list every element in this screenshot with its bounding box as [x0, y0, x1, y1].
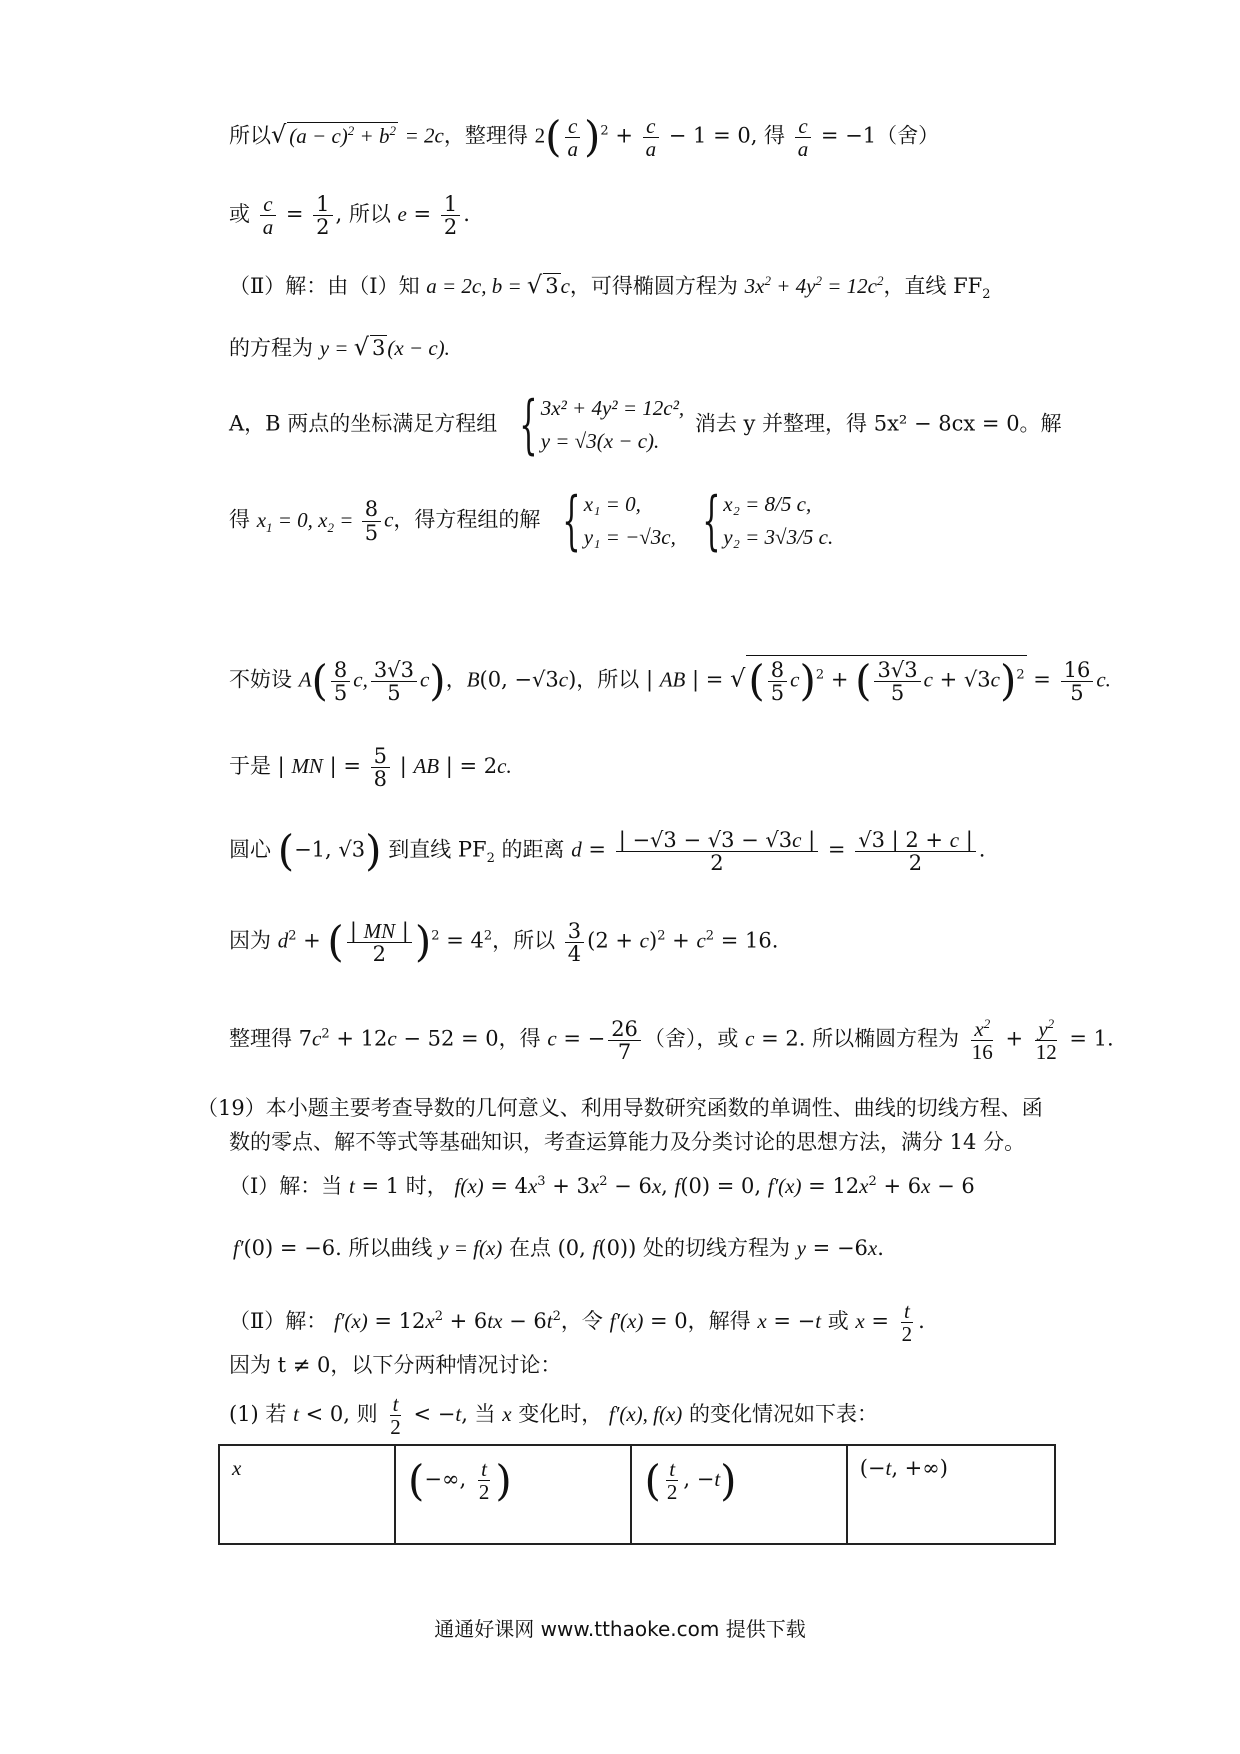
solution-line-17: 因为 t ≠ 0，以下分两种情况讨论： [229, 1353, 562, 1377]
question-19-intro-cont: 数的零点、解不等式等基础知识，考查运算能力及分类讨论的思想方法，满分 14 分。 [229, 1130, 1026, 1154]
solution-system-2: { x₂ = 8/5 c, y₂ = 3√3/5 c. [701, 484, 834, 558]
solution-line-18: (1) 若 t < 0, 则 $\frac{t}{2}$ < −t, 当 x 变化时， f′(x), f(x) 的变化情况如下表： [229, 1392, 878, 1440]
table-cell-interval-2: ( $\frac{t}{2}$ , −t) [631, 1445, 846, 1544]
solution-line-2: 或 $\frac{c}{a}$ = $\frac{1}{2}$ , 所以 e = $\frac{1}{2}$ . [229, 192, 470, 240]
solution-line-10: 因为 $d^2$ + ( $\frac{| MN |}{2}$ )$^2 = 4^2$，所以 $\frac{3}{4}$ $(2 + c)^2 + c^2 = 16$. [229, 917, 779, 966]
solution-line-15: f′(0) = −6. 所以曲线 y = f(x) 在点 (0, f(0)) 处的切线方程为 y = −6x. [233, 1236, 884, 1260]
solution-line-7: 不妨设 A( $\frac{8}{5}$ c, $\frac{3√3}{5}$ c)，B(0, −√3c)，所以 | AB | = √( $\frac{8}{5}$ c)$^2$ + ( $\frac{3√3}{5}$ c + √3c)$^2$ = $\frac{16}{5}$ c. [229, 656, 1111, 705]
solution-line-5: A，B 两点的坐标满足方程组 { 3x² + 4y² = 12c², y = √3(x − c). 消去 y 并整理，得 5x² − 8cx = 0。解 [229, 388, 1062, 462]
solution-line-8: 于是 | MN | = $\frac{5}{8}$ | AB | = 2c. [229, 744, 512, 792]
equation-system-1: { 3x² + 4y² = 12c², y = √3(x − c). [519, 388, 685, 462]
table-row [219, 1445, 1055, 1544]
table-cell-interval-1: (−∞, $\frac{t}{2}$ ) [395, 1445, 631, 1544]
solution-line-14: （Ⅰ）解：当 t = 1 时， $f(x) = 4x^3 + 3x^2 - 6x$, f(0) = 0, $f'(x) = 12x^2 + 6x - 6$ [229, 1174, 975, 1198]
question-19-intro: （19）本小题主要考查导数的几何意义、利用导数研究函数的单调性、曲线的切线方程、函 [197, 1096, 1043, 1120]
table-cell-interval-3: (−t, +∞) [847, 1445, 1055, 1544]
solution-system-1: { x₁ = 0, y₁ = −√3c, [562, 484, 676, 558]
table-cell-x: x [219, 1445, 395, 1544]
footer-source: 通通好课网 www.tthaoke.com 提供下载 [434, 1617, 806, 1641]
solution-line-4: 的方程为 y = √ 3(x − c). [229, 333, 450, 361]
solution-line-16: （Ⅱ）解： $f'(x) = 12x^2 + 6tx - 6t^2$，令 f′(x) = 0，解得 x = −t 或 x = $\frac{t}{2}$ . [229, 1299, 925, 1347]
variation-table [218, 1444, 1056, 1545]
solution-line-11: 整理得 $7c^2 + 12c - 52 = 0$，得 c = − $\frac{26}{7}$ （舍），或 c = 2. 所以椭圆方程为 $\frac{x^2}{16}$ + $\frac{y^2}{12}$ = 1. [229, 1016, 1114, 1065]
solution-line-1: 所以√ $(a - c)^2 + b^2 = 2c$，整理得 2( $\frac{c}{a}$ )$^2$ + $\frac{c}{a}$ − 1 = 0, 得 $\frac{c}{a}$ = −1（舍） [229, 112, 940, 161]
solution-line-9: 圆心 (−1, √3) 到直线 $PF_2$ 的距离 d = $\frac{| -√3 - √3 - √3c |}{2}$ = $\frac{√3 | 2 + c |}{2}$ . [229, 826, 986, 875]
solution-line-3: （Ⅱ）解：由（Ⅰ）知 a = 2c, b = √ 3c，可得椭圆方程为 $3x^2 + 4y^2 = 12c^2$，直线 $FF_2$ [229, 271, 991, 303]
solution-line-6: 得 $x_1 = 0$, $x_2$ = $\frac{8}{5}$ c，得方程组的解 { x₁ = 0, y₁ = −√3c, { x₂ = 8/5 c, y₂ = 3√3/5 c. [229, 484, 834, 558]
